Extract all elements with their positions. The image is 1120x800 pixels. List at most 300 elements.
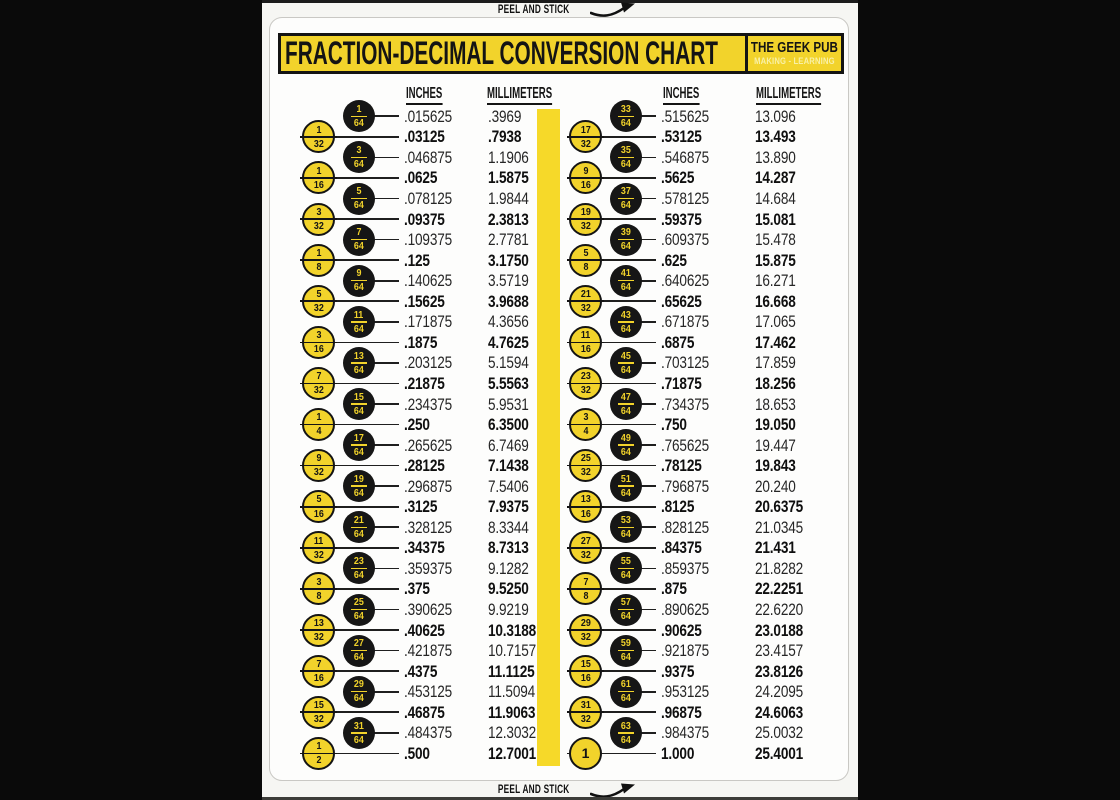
millimeters-value: 9.1282 [488,558,529,578]
fraction-badge [302,490,335,523]
fraction-numerator: 15 [580,657,591,670]
fraction-numerator: 11 [353,308,364,321]
fraction-badge [610,470,642,502]
millimeters-value: 21.8282 [755,558,804,578]
inches-value: .1875 [404,332,438,352]
millimeters-value: 1.1906 [488,147,529,167]
fraction-denominator: 16 [580,343,591,356]
connector-line [371,198,400,200]
fraction-numerator: 1 [316,123,321,136]
fraction-badge [343,141,375,173]
fraction-badge [569,326,602,359]
fraction-numerator: 19 [580,205,591,218]
millimeters-value: 13.096 [755,106,796,126]
fraction-denominator: 64 [620,322,631,335]
millimeters-value: 22.6220 [755,600,804,619]
fraction-numerator: 13 [580,493,591,506]
fraction-denominator: 64 [353,363,364,376]
inches-value: .421875 [404,641,453,661]
fraction-badge [610,676,642,708]
whole-number: 1 [581,745,590,762]
connector-line [371,362,400,364]
fraction-badge [569,367,602,400]
fraction-denominator: 16 [580,507,591,520]
connector-line [371,115,400,117]
fraction-numerator: 17 [353,431,364,444]
fraction-numerator: 21 [353,514,364,526]
fraction-badge [569,161,602,194]
fraction-badge [343,676,375,708]
fraction-numerator: 7 [583,575,588,588]
fraction-denominator: 64 [620,569,631,582]
title-section [281,36,745,71]
fraction-badge [302,326,335,359]
fraction-denominator: 64 [620,281,631,294]
millimeters-value: 4.3656 [488,312,529,332]
inches-value: .359375 [404,558,453,578]
inches-value: .500 [404,743,430,763]
fraction-numerator: 1 [316,740,321,753]
fraction-denominator: 8 [583,589,588,602]
fraction-badge [569,696,602,729]
fraction-numerator: 27 [580,534,591,547]
fraction-numerator: 31 [580,698,591,711]
divider-bar [537,109,560,766]
fraction-numerator: 59 [620,637,631,650]
peel-tab-top [262,3,858,17]
fraction-numerator: 25 [580,452,591,465]
fraction-denominator: 16 [580,178,591,191]
millimeters-value: 11.5094 [488,682,536,702]
fraction-denominator: 4 [583,425,588,438]
connector-line [371,691,400,693]
millimeters-value: 7.5406 [488,476,529,496]
inches-value: .203125 [404,353,453,373]
fraction-denominator: 64 [353,404,364,417]
inches-value: .078125 [404,189,453,208]
millimeters-value: 12.3032 [488,723,537,743]
fraction-badge [302,244,335,277]
fraction-numerator: 45 [620,349,631,362]
fraction-denominator: 8 [316,260,321,273]
fraction-denominator: 64 [620,158,631,171]
fraction-badge [610,429,642,461]
fraction-badge [569,490,602,523]
inches-value: .3125 [404,497,438,517]
curved-arrow-icon [590,2,636,17]
fraction-numerator: 53 [620,514,631,526]
fraction-numerator: 7 [316,657,321,670]
fraction-denominator: 8 [316,589,321,602]
fraction-numerator: 1 [316,246,321,259]
connector-line [371,321,400,323]
fraction-badge [569,572,602,605]
fraction-numerator: 1 [316,411,321,424]
millimeters-value: 15.081 [755,209,796,229]
fraction-denominator: 64 [353,651,364,664]
fraction-badge [302,203,335,236]
connector-line [371,239,400,241]
inches-value: .828125 [661,517,710,537]
fraction-denominator: 64 [620,651,631,664]
millimeters-value: 20.240 [755,476,796,496]
millimeters-value: 25.0032 [755,723,804,743]
fraction-badge [302,696,335,729]
fraction-denominator: 64 [353,158,364,171]
fraction-numerator: 23 [580,370,591,383]
fraction-numerator: 23 [353,555,364,568]
chart-card [269,17,849,781]
millimeters-value: 24.6063 [755,702,804,722]
fraction-badge [302,614,335,647]
fraction-numerator: 61 [620,678,631,691]
fraction-badge [302,737,335,770]
fraction-denominator: 64 [620,692,631,705]
inches-value: .9375 [661,661,695,681]
fraction-numerator: 15 [313,698,324,711]
millimeters-value: 3.1750 [488,250,529,270]
inches-value: .46875 [404,702,445,722]
millimeters-value: 25.4001 [755,743,804,763]
inches-value: .640625 [661,271,710,291]
millimeters-value: 4.7625 [488,332,529,352]
connector-line [371,444,400,446]
fraction-denominator: 32 [313,466,324,479]
millimeters-value: 5.1594 [488,353,529,373]
inches-value: .765625 [661,435,710,455]
inches-value: .546875 [661,147,710,167]
fraction-badge [343,388,375,420]
inches-value: .0625 [404,168,438,188]
inches-value: .28125 [404,456,445,476]
inches-value: .90625 [661,620,702,640]
fraction-denominator: 32 [313,713,324,726]
millimeters-value: 16.668 [755,291,796,311]
millimeters-value: 15.478 [755,230,796,250]
millimeters-value: .7938 [488,127,522,147]
millimeters-value: .3969 [488,106,522,126]
fraction-badge [610,306,642,338]
millimeters-value: 2.3813 [488,209,529,229]
peel-and-stick-label: PEEL AND STICK [497,784,570,796]
fraction-numerator: 5 [583,246,588,259]
inches-value: .625 [661,250,687,270]
fraction-denominator: 64 [353,733,364,746]
millimeters-value: 13.890 [755,147,796,167]
fraction-badge [569,655,602,688]
fraction-numerator: 57 [620,596,631,609]
millimeters-value: 9.9219 [488,600,529,619]
inches-value: .71875 [661,373,702,393]
inches-value: .4375 [404,661,438,681]
inches-value: .6875 [661,332,695,352]
inches-value: .8125 [661,497,695,517]
fraction-denominator: 64 [353,569,364,582]
inches-value: .53125 [661,127,702,147]
fraction-numerator: 9 [316,452,321,465]
fraction-denominator: 16 [313,671,324,684]
inches-value: .875 [661,579,687,599]
inches-value: .296875 [404,476,453,496]
fraction-badge [569,244,602,277]
inches-value: .515625 [661,106,710,126]
inches-value: .046875 [404,147,453,167]
inches-value: .78125 [661,456,702,476]
fraction-denominator: 8 [583,260,588,273]
fraction-numerator: 39 [620,226,631,239]
fraction-denominator: 32 [313,302,324,315]
curved-arrow-icon [590,783,636,798]
millimeters-value: 8.7313 [488,538,529,558]
fraction-numerator: 63 [620,719,631,732]
millimeters-value: 1.5875 [488,168,529,188]
fraction-numerator: 51 [620,472,631,485]
fraction-denominator: 64 [353,486,364,499]
connector-line [371,157,400,159]
millimeters-value: 23.4157 [755,641,804,661]
fraction-numerator: 11 [313,534,324,547]
fraction-badge [569,203,602,236]
fraction-numerator: 5 [316,287,321,300]
fraction-badge [610,594,642,626]
fraction-numerator: 13 [313,616,324,629]
inches-value: .859375 [661,558,710,578]
fraction-badge [343,717,375,749]
inches-value: .34375 [404,538,445,558]
fraction-denominator: 32 [313,219,324,232]
fraction-numerator: 13 [353,349,364,362]
millimeters-header-left: MILLIMETERS [487,85,552,105]
connector-line [371,650,400,652]
fraction-numerator: 37 [620,185,631,198]
fraction-denominator: 64 [620,486,631,499]
fraction-badge [610,183,642,215]
fraction-numerator: 7 [356,226,361,239]
inches-value: .328125 [404,517,453,537]
fraction-denominator: 4 [316,425,321,438]
fraction-numerator: 5 [316,493,321,506]
fraction-badge [610,511,642,543]
connector-line [371,526,400,528]
fraction-numerator: 7 [316,370,321,383]
fraction-badge [610,635,642,667]
fraction-denominator: 64 [620,610,631,623]
millimeters-value: 17.462 [755,332,796,352]
millimeters-value: 14.684 [755,189,796,208]
fraction-badge [343,347,375,379]
fraction-denominator: 16 [313,343,324,356]
millimeters-value: 2.7781 [488,230,529,250]
fraction-badge [302,655,335,688]
millimeters-value: 19.447 [755,435,796,455]
fraction-numerator: 19 [353,472,364,485]
inches-value: .5625 [661,168,695,188]
millimeters-value: 22.2251 [755,579,804,599]
fraction-numerator: 9 [356,267,361,280]
fraction-denominator: 64 [353,322,364,335]
inches-value: .703125 [661,353,710,373]
fraction-denominator: 64 [620,445,631,458]
fraction-badge [302,408,335,441]
fraction-badge [569,120,602,153]
fraction-badge [610,265,642,297]
millimeters-value: 6.7469 [488,435,529,455]
fraction-denominator: 32 [580,630,591,643]
inches-value: .250 [404,415,430,435]
inches-value: .375 [404,579,430,599]
fraction-denominator: 32 [580,302,591,315]
millimeters-value: 3.9688 [488,291,529,311]
inches-value: .109375 [404,230,453,250]
inches-value: .40625 [404,620,445,640]
fraction-badge [302,531,335,564]
fraction-denominator: 64 [620,117,631,130]
inches-value: .015625 [404,106,453,126]
fraction-numerator: 31 [353,719,364,732]
fraction-numerator: 3 [316,329,321,342]
peel-and-stick-label: PEEL AND STICK [497,3,570,16]
brand-logo [745,36,841,71]
fraction-badge [610,224,642,256]
connector-line [371,732,400,734]
fraction-numerator: 5 [356,185,361,198]
millimeters-value: 12.7001 [488,743,537,763]
millimeters-value: 19.843 [755,456,796,476]
inches-value: .15625 [404,291,445,311]
fraction-denominator: 64 [353,445,364,458]
inches-value: .921875 [661,641,710,661]
inches-value: .59375 [661,209,702,229]
fraction-badge [302,161,335,194]
fraction-badge [569,737,602,770]
fraction-numerator: 41 [620,267,631,280]
fraction-numerator: 49 [620,431,631,444]
fraction-badge [569,449,602,482]
millimeters-value: 8.3344 [488,517,529,537]
fraction-numerator: 15 [353,390,364,403]
fraction-denominator: 32 [313,548,324,561]
millimeters-value: 3.5719 [488,271,529,291]
inches-value: .750 [661,415,687,435]
connector-line [371,280,400,282]
fraction-badge [569,531,602,564]
fraction-numerator: 1 [316,164,321,177]
fraction-denominator: 64 [620,240,631,253]
fraction-badge [610,717,642,749]
fraction-badge [343,635,375,667]
fraction-denominator: 32 [313,630,324,643]
millimeters-value: 23.0188 [755,620,804,640]
brand-tagline: MAKING - LEARNING [754,56,835,67]
millimeters-value: 14.287 [755,168,796,188]
millimeters-value: 15.875 [755,250,796,270]
fraction-numerator: 1 [356,103,361,115]
fraction-badge [343,100,375,132]
millimeters-value: 9.5250 [488,579,529,599]
inches-value: .984375 [661,723,710,743]
millimeters-value: 10.7157 [488,641,537,661]
inches-value: .484375 [404,723,453,743]
fraction-badge [569,285,602,318]
fraction-denominator: 64 [353,528,364,541]
fraction-numerator: 35 [620,144,631,157]
fraction-denominator: 2 [316,754,321,767]
inches-value: .953125 [661,682,710,702]
fraction-numerator: 29 [580,616,591,629]
fraction-badge [343,429,375,461]
millimeters-value: 17.859 [755,353,796,373]
fraction-badge [610,100,642,132]
inches-value: .171875 [404,312,453,332]
fraction-denominator: 64 [353,199,364,212]
inches-value: .03125 [404,127,445,147]
fraction-badge [302,285,335,318]
fraction-denominator: 64 [353,240,364,253]
inches-value: .140625 [404,271,453,291]
millimeters-value: 17.065 [755,312,796,332]
millimeters-value: 7.1438 [488,456,529,476]
fraction-badge [343,306,375,338]
fraction-numerator: 11 [580,329,591,342]
fraction-badge [610,388,642,420]
inches-header-right: INCHES [663,85,699,105]
fraction-badge [302,367,335,400]
fraction-numerator: 43 [620,308,631,321]
fraction-badge [343,183,375,215]
millimeters-value: 21.0345 [755,517,804,537]
brand-name: THE GEEK PUB [751,39,839,56]
fraction-numerator: 33 [620,103,631,115]
fraction-denominator: 16 [580,671,591,684]
fraction-denominator: 64 [353,117,364,130]
millimeters-value: 11.1125 [488,661,535,681]
fraction-numerator: 47 [620,390,631,403]
peel-tab-bottom [262,783,858,797]
fraction-badge [610,141,642,173]
millimeters-header-right: MILLIMETERS [756,85,821,105]
fraction-denominator: 32 [580,219,591,232]
millimeters-value: 5.5563 [488,373,529,393]
millimeters-value: 11.9063 [488,702,536,722]
inches-value: .734375 [661,394,710,414]
fraction-numerator: 3 [316,575,321,588]
connector-line [371,403,400,405]
fraction-badge [569,614,602,647]
fraction-badge [610,347,642,379]
fraction-denominator: 32 [580,137,591,150]
fraction-badge [343,224,375,256]
inches-value: .796875 [661,476,710,496]
fraction-badge [343,552,375,584]
fraction-numerator: 17 [580,123,591,136]
fraction-badge [343,511,375,543]
millimeters-value: 18.256 [755,373,796,393]
millimeters-value: 21.431 [755,538,796,558]
fraction-denominator: 32 [313,137,324,150]
connector-line [371,568,400,570]
fraction-denominator: 32 [580,466,591,479]
fraction-badge [302,449,335,482]
inches-value: .390625 [404,600,453,619]
fraction-badge [343,470,375,502]
fraction-numerator: 55 [620,555,631,568]
millimeters-value: 20.6375 [755,497,804,517]
inches-value: .234375 [404,394,453,414]
inches-value: 1.000 [661,743,695,763]
title-bar [278,33,844,74]
inches-value: .21875 [404,373,445,393]
fraction-denominator: 64 [353,692,364,705]
